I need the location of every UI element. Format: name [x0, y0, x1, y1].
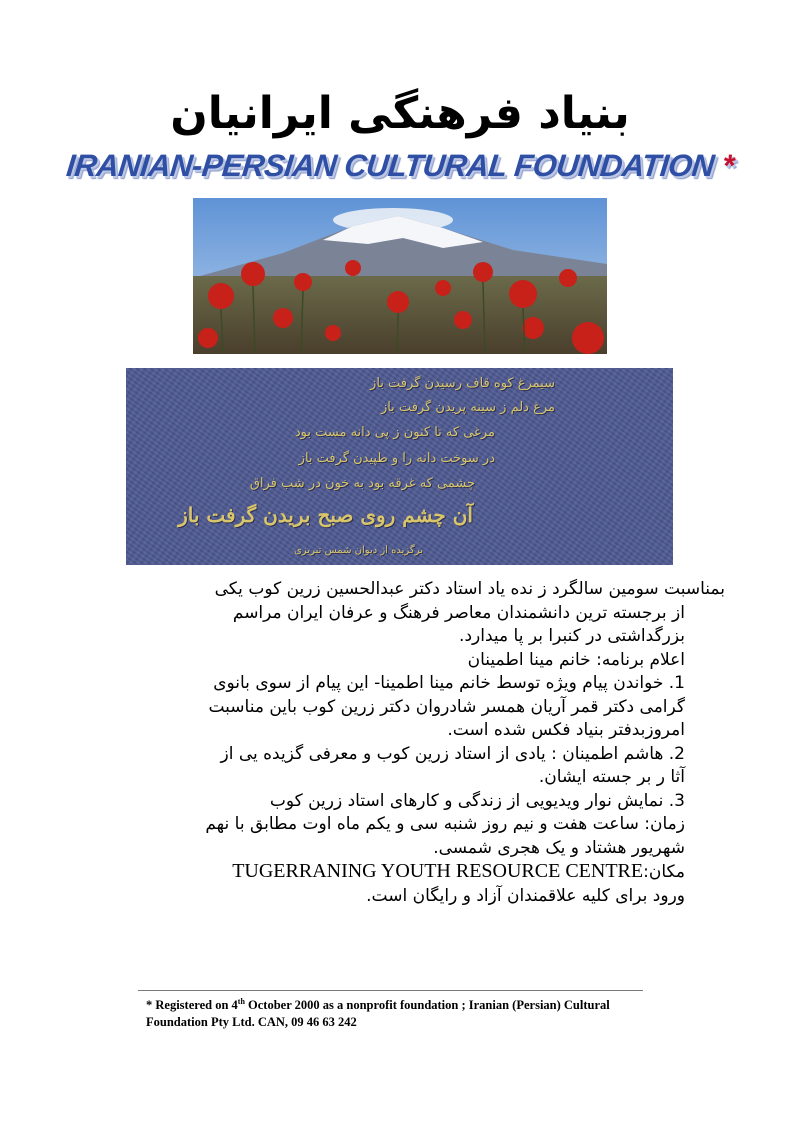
announcement-body — [110, 578, 725, 908]
event-venue — [110, 860, 725, 885]
footnote-line-1 — [146, 993, 666, 1014]
poem-line: چشمی که غرقه بود به خون در شب فراق — [249, 476, 475, 491]
event-time: زمان: ساعت هفت و نیم روز شنبه سی و یکم ماه اوت مطابق با نهم — [205, 814, 685, 834]
page-title-persian: بنیاد فرهنگی ایرانیان — [170, 88, 630, 139]
title-english-text: IRANIAN-PERSIAN CULTURAL FOUNDATION — [64, 148, 716, 183]
footnote-divider — [138, 990, 643, 991]
footnote-text: October 2000 as a nonprofit foundation ; Iranian (Persian) Cultural — [244, 998, 610, 1013]
program-item-3: 3. نمایش نوار ویدیویی از زندگی و کارهای استاد زرین کوب — [269, 790, 685, 811]
title-asterisk: * — [720, 148, 736, 183]
footnote — [146, 993, 666, 1031]
poem-line: مرغی که تا کنون ز پی دانه مست بود — [294, 425, 495, 440]
intro-line: بزرگداشتی در کنبرا بر پا میدارد. — [459, 626, 685, 646]
venue-name: TUGERRANING YOUTH RESOURCE CENTRE — [232, 860, 644, 882]
poem-line: سیمرغ کوه قاف رسیدن گرفت باز — [370, 376, 555, 391]
event-time: شهریور هشتاد و یک هجری شمسی. — [433, 837, 685, 858]
poem-panel — [126, 368, 673, 565]
poem-line: در سوخت دانه را و طپیدن گرفت باز — [298, 451, 495, 466]
mountain-poppies-photo — [193, 198, 607, 354]
poem-line: مرغ دلم ز سینه پریدن گرفت باز — [380, 400, 555, 415]
program-item-1: گرامی دکتر قمر آریان همسر شادروان دکتر زرین کوب باین مناسبت — [208, 696, 685, 717]
program-item-2: آثا ر بر جسته ایشان. — [538, 767, 685, 787]
poem-line-highlight: آن چشم روی صبح بریدن گرفت باز — [178, 503, 473, 527]
announcer-line: اعلام برنامه: خانم مینا اطمینان — [467, 649, 685, 670]
program-item-1: امروزبدفتر بنیاد فکس شده است. — [447, 720, 685, 740]
entry-note: ورود برای کلیه علاقمندان آزاد و رایگان است. — [366, 885, 685, 906]
intro-line: بمناسبت سومین سالگرد ز نده یاد استاد دکتر عبدالحسین زرین کوب یکی — [214, 579, 725, 599]
program-item-1: 1. خواندن پیام ویژه توسط خانم مینا اطمینا- این پیام از سوی بانوی — [213, 673, 685, 693]
venue-label: مکان: — [643, 862, 685, 882]
poem-credit: برگزیده از دیوان شمس تبریزی — [293, 545, 423, 556]
program-item-2: 2. هاشم اطمینان : یادی از استاد زرین کوب و معرفی گزیده یی از — [220, 743, 685, 764]
page-title-english — [0, 148, 800, 184]
footnote-line-2: Foundation Pty Ltd. CAN, 09 46 63 242 — [146, 1015, 357, 1030]
footnote-text: Registered on 4 — [152, 998, 238, 1013]
footnote-ordinal: th — [237, 997, 245, 1006]
intro-line: از برجسته ترین دانشمندان معاصر فرهنگ و عرفان ایران مراسم — [232, 602, 685, 623]
footnote-asterisk: * — [146, 998, 153, 1013]
